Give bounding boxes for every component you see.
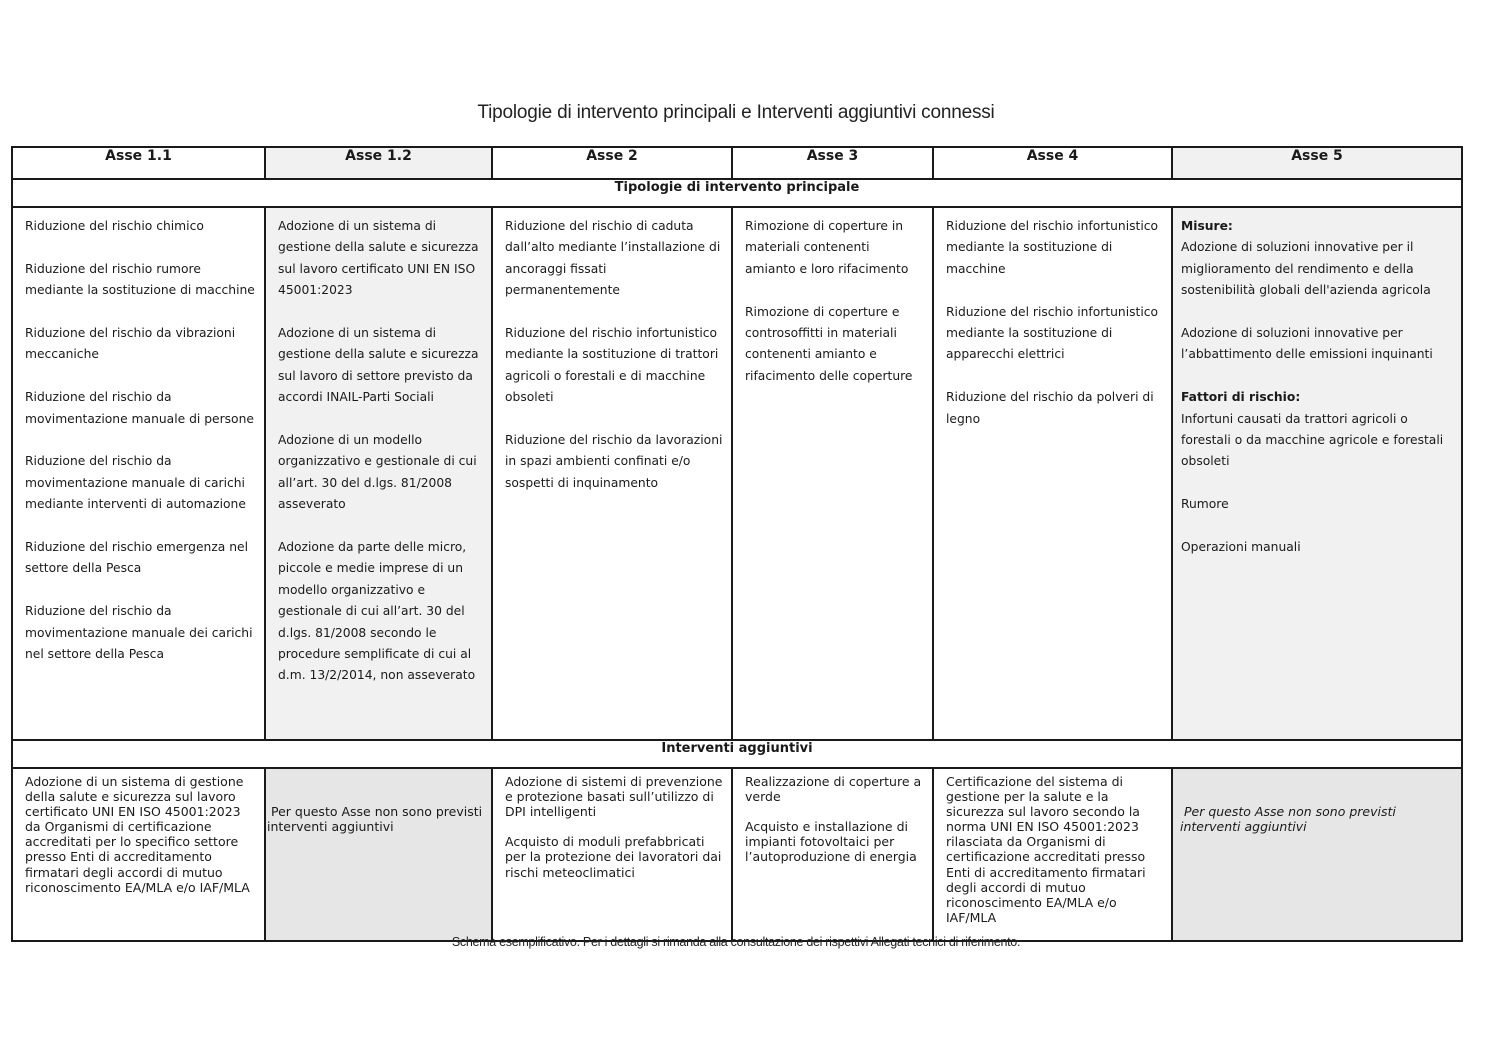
list-item: Riduzione del rischio chimico [25, 219, 204, 233]
column-header-asse-5: Asse 5 [1172, 147, 1462, 179]
section-title-principal: Tipologie di intervento principale [12, 179, 1462, 207]
list-item: Riduzione del rischio da movimentazione manuale di persone [25, 390, 254, 426]
list-item: Adozione di un sistema di gestione della salute e sicurezza sul lavoro certificato UNI EN ISO 45001:2023 da Organismi di certificazione accreditati per lo specifico settore presso Enti di accreditamento firmatari degli accordi di mutuo riconoscimento EA/MLA e/o IAF/MLA [25, 774, 250, 895]
principal-cell-asse-1-1 [12, 207, 265, 740]
list-item: Operazioni manuali [1181, 540, 1301, 555]
additional-cell-asse-5 [1172, 768, 1462, 941]
list-item: Riduzione del rischio emergenza nel settore della Pesca [25, 540, 248, 576]
section-row-additional [12, 740, 1462, 768]
list-item: Adozione di un sistema di gestione della salute e sicurezza sul lavoro di settore previsto da accordi INAIL-Parti Sociali [278, 326, 479, 405]
list-item: Riduzione del rischio di caduta dall’alto mediante l’installazione di ancoraggi fissati permanentemente [505, 219, 721, 298]
principal-cell-asse-5 [1172, 207, 1462, 740]
list-item: Rimozione di coperture in materiali contenenti amianto e loro rifacimento [745, 219, 909, 276]
principal-cell-asse-4 [933, 207, 1172, 740]
list-item: Per questo Asse non sono previsti interventi aggiuntivi [267, 804, 487, 835]
list-item: Adozione di soluzioni innovative per l’abbattimento delle emissioni inquinanti [1181, 326, 1433, 362]
list-item: Realizzazione di coperture a verde [745, 774, 922, 805]
list-item: Riduzione del rischio infortunistico mediante la sostituzione di trattori agricoli o forestali e di macchine obsoleti [505, 326, 719, 405]
column-header-asse-4: Asse 4 [933, 147, 1172, 179]
list-item: Adozione di soluzioni innovative per il miglioramento del rendimento e della sostenibilità globali dell'azienda agricola [1181, 240, 1431, 298]
principal-row [12, 207, 1462, 740]
interventions-table [11, 146, 1463, 942]
list-item: Acquisto di moduli prefabbricati per la protezione dei lavoratori dai rischi meteoclimatici [505, 834, 722, 880]
section-title-additional: Interventi aggiuntivi [12, 740, 1462, 768]
column-header-asse-1-1: Asse 1.1 [12, 147, 265, 179]
additional-cell-asse-3 [732, 768, 933, 941]
additional-cell-asse-1-2 [265, 768, 492, 941]
list-item: Riduzione del rischio da movimentazione manuale dei carichi nel settore della Pesca [25, 604, 253, 662]
list-item: Certificazione del sistema di gestione per la salute e la sicurezza sul lavoro secondo la norma UNI EN ISO 45001:2023 rilasciata da Organismi di certificazione accreditati presso Enti di accreditamento firmatari degli accordi di mutuo riconoscimento EA/MLA e/o IAF/MLA [946, 774, 1146, 925]
additional-cell-asse-2 [492, 768, 732, 941]
list-item: Riduzione del rischio infortunistico mediante la sostituzione di apparecchi elettrici [946, 304, 1159, 362]
list-item: Riduzione del rischio da vibrazioni meccaniche [25, 326, 236, 362]
fattori-label: Fattori di rischio: [1181, 390, 1301, 405]
principal-cell-asse-3 [732, 207, 933, 740]
list-item: Infortuni causati da trattori agricoli o forestali o da macchine agricole e forestali obsoleti [1181, 411, 1444, 469]
list-item: Riduzione del rischio rumore mediante la sostituzione di macchine [25, 261, 255, 298]
list-item: Rumore [1181, 497, 1229, 512]
list-item: Adozione di un modello organizzativo e gestionale di cui all’art. 30 del d.lgs. 81/2008 asseverato [278, 433, 477, 512]
additional-row [12, 768, 1462, 941]
misure-label: Misure: [1181, 219, 1233, 233]
column-header-asse-2: Asse 2 [492, 147, 732, 179]
footnote: Schema esemplificativo. Per i dettagli si rimanda alla consultazione dei rispettivi Allegati tecnici di riferimento. [451, 935, 1021, 949]
list-item: Riduzione del rischio infortunistico mediante la sostituzione di macchine [946, 219, 1159, 276]
list-item: Acquisto e installazione di impianti fotovoltaici per l’autoproduzione di energia [745, 819, 917, 865]
list-item: Per questo Asse non sono previsti interventi aggiuntivi [1180, 804, 1400, 835]
list-item: Adozione di un sistema di gestione della salute e sicurezza sul lavoro certificato UNI EN ISO 45001:2023 [278, 219, 479, 298]
list-item: Riduzione del rischio da movimentazione manuale di carichi mediante interventi di automazione [25, 454, 246, 512]
column-header-asse-1-2: Asse 1.2 [265, 147, 492, 179]
list-item: Adozione di sistemi di prevenzione e protezione basati sull’utilizzo di DPI intelligenti [505, 774, 723, 820]
principal-cell-asse-1-2 [265, 207, 492, 740]
section-row-principal [12, 179, 1462, 207]
header-row [12, 147, 1462, 179]
principal-cell-asse-2 [492, 207, 732, 740]
additional-cell-asse-4 [933, 768, 1172, 941]
list-item: Rimozione di coperture e controsoffitti in materiali contenenti amianto e rifacimento delle coperture [745, 304, 913, 383]
column-header-asse-3: Asse 3 [732, 147, 933, 179]
additional-cell-asse-1-1 [12, 768, 265, 941]
list-item: Adozione da parte delle micro, piccole e medie imprese di un modello organizzativo e gestionale di cui all’art. 30 del d.lgs. 81/2008 secondo le procedure semplificate di cui al d.m. 13/2/2014, non asseverato [278, 540, 476, 683]
list-item: Riduzione del rischio da polveri di legno [946, 390, 1154, 426]
page-title: Tipologie di intervento principali e Interventi aggiuntivi connessi [477, 102, 995, 123]
list-item: Riduzione del rischio da lavorazioni in spazi ambienti confinati e/o sospetti di inquinamento [505, 433, 723, 490]
